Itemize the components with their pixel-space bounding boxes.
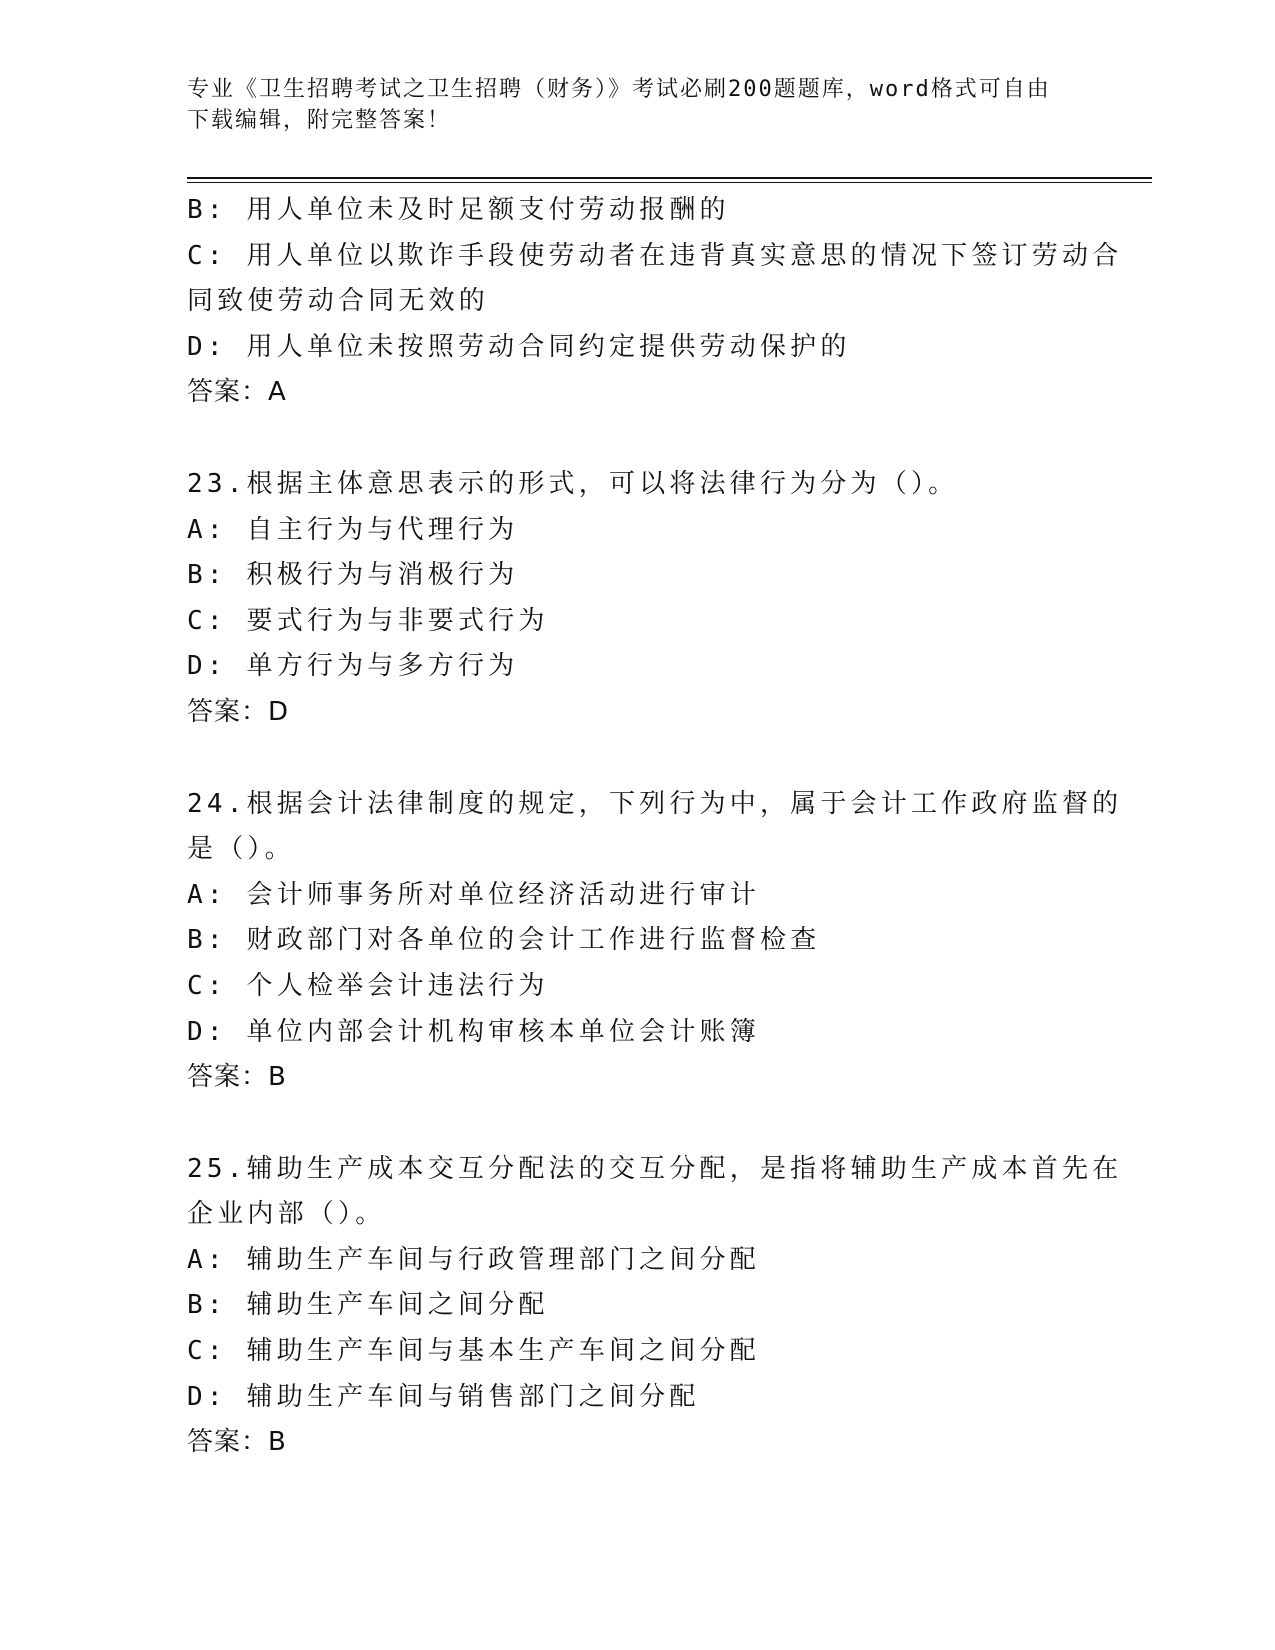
header-text: 专业《卫生招聘考试之卫生招聘（财务）》考试必刷200题题库，word格式可自由下载编辑，附完整答案！ xyxy=(187,77,1051,133)
option-c: C: 个人检举会计违法行为 xyxy=(187,970,549,1001)
answer-line: 答案：B xyxy=(187,1427,287,1458)
question-list xyxy=(187,188,1123,1466)
option-d: D: 单方行为与多方行为 xyxy=(187,651,519,682)
header-divider-thin xyxy=(187,182,1152,183)
spacer xyxy=(187,1101,1077,1147)
question-title-continued: 是（）。 xyxy=(187,834,295,865)
option-d: D: 辅助生产车间与销售部门之间分配 xyxy=(187,1381,700,1412)
document-header xyxy=(187,74,1067,136)
question-title: 23.根据主体意思表示的形式，可以将法律行为分为（）。 xyxy=(187,468,959,499)
option-b: B: 用人单位未及时足额支付劳动报酬的 xyxy=(187,195,730,225)
option-b: B: 积极行为与消极行为 xyxy=(187,560,519,591)
option-c: C: 辅助生产车间与基本生产车间之间分配 xyxy=(187,1336,760,1367)
question-23 xyxy=(187,462,1077,736)
option-c: C: 用人单位以欺诈手段使劳动者在违背真实意思的情况下签订劳动合 xyxy=(187,240,1123,271)
option-b: B: 财政部门对各单位的会计工作进行监督检查 xyxy=(187,925,821,956)
spacer xyxy=(187,416,1077,462)
answer-line: 答案：D xyxy=(187,696,290,727)
question-title: 25.辅助生产成本交互分配法的交互分配，是指将辅助生产成本首先在 xyxy=(187,1153,1123,1184)
answer-line: 答案：A xyxy=(187,377,287,408)
question-24 xyxy=(187,782,1123,1101)
question-25 xyxy=(187,1147,1123,1466)
answer-line: 答案：B xyxy=(187,1062,287,1093)
option-a: A: 自主行为与代理行为 xyxy=(187,514,519,545)
option-b: B: 辅助生产车间之间分配 xyxy=(187,1290,549,1321)
option-a: A: 会计师事务所对单位经济活动进行审计 xyxy=(187,879,760,910)
option-c-continued: 同致使劳动合同无效的 xyxy=(187,286,490,317)
option-d: D: 用人单位未按照劳动合同约定提供劳动保护的 xyxy=(187,331,851,362)
question-title: 24.根据会计法律制度的规定，下列行为中，属于会计工作政府监督的 xyxy=(187,788,1123,819)
option-d: D: 单位内部会计机构审核本单位会计账簿 xyxy=(187,1016,760,1047)
question-22-continuation xyxy=(187,188,1123,416)
spacer xyxy=(187,736,1077,782)
question-title-continued: 企业内部（）。 xyxy=(187,1199,386,1230)
header-divider xyxy=(187,177,1152,179)
option-c: C: 要式行为与非要式行为 xyxy=(187,605,549,636)
option-a: A: 辅助生产车间与行政管理部门之间分配 xyxy=(187,1244,760,1275)
